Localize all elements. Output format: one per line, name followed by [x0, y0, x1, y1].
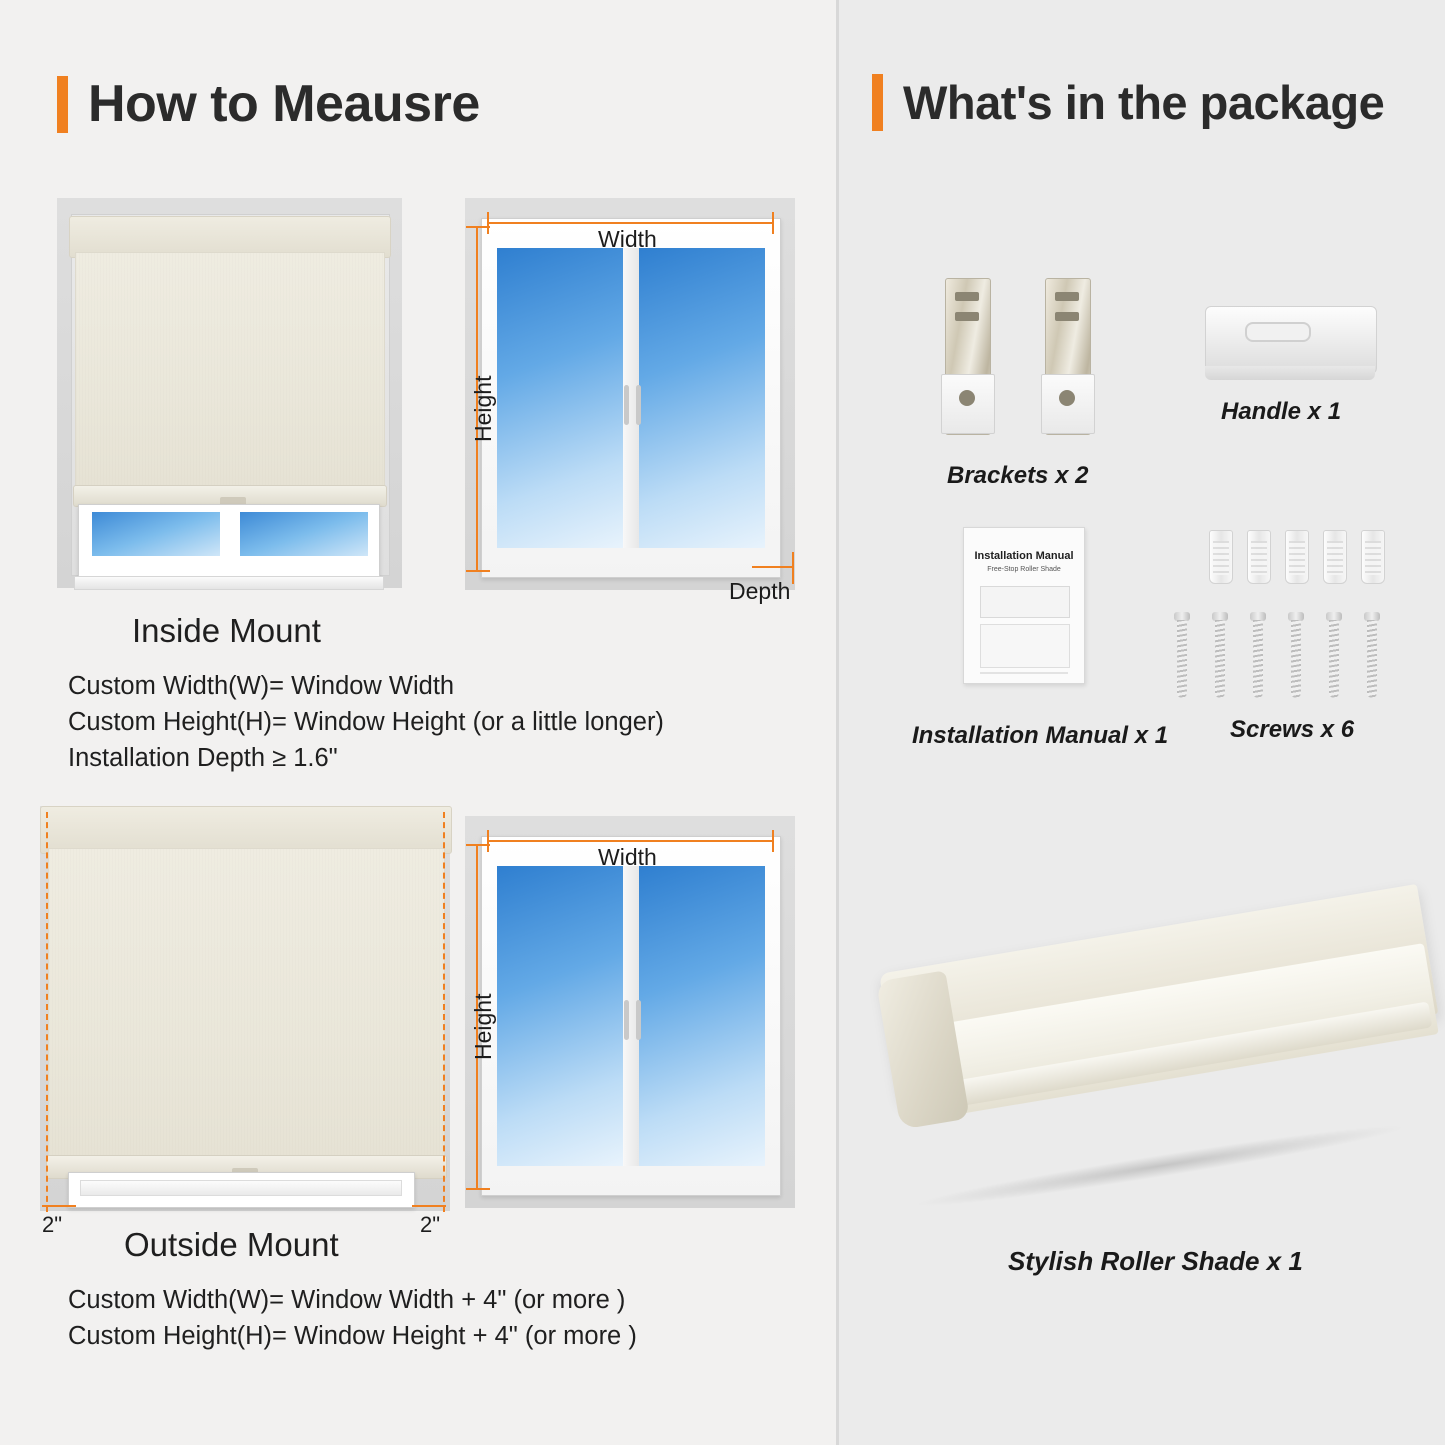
outside-overhang-left-label: 2" — [42, 1212, 63, 1237]
outside-measure-glass-left — [497, 866, 623, 1166]
outside-shade-headrail — [40, 806, 452, 854]
outside-width-line — [487, 840, 774, 842]
inside-spec-1: Custom Width(W)= Window Width — [68, 672, 455, 700]
left-heading-text: How to Meausre — [88, 75, 480, 133]
bracket-slot-2 — [955, 312, 979, 321]
window-handle-right-icon — [636, 385, 641, 425]
outside-window-handle-right-icon — [636, 1000, 641, 1040]
screw-shaft-4 — [1329, 620, 1339, 698]
wall-anchor-1 — [1209, 530, 1233, 584]
manual-illustration — [980, 624, 1070, 668]
inside-width-label: Width — [598, 226, 657, 252]
accent-bar-icon — [57, 76, 68, 133]
outside-overhang-dash-right — [443, 812, 445, 1212]
screw-6 — [1174, 612, 1190, 698]
bracket-item-2 — [1041, 278, 1093, 433]
screws-caption: Screws x 6 — [1230, 716, 1355, 743]
window-handle-left-icon — [624, 385, 629, 425]
wall-anchor-4 — [1323, 530, 1347, 584]
product-caption: Stylish Roller Shade x 1 — [1008, 1246, 1303, 1276]
screw-3 — [1288, 612, 1304, 698]
handle-base — [1205, 366, 1375, 380]
outside-measure-glass-right — [639, 866, 765, 1166]
outside-height-tick-top — [466, 844, 490, 846]
inside-window-sill — [74, 576, 384, 590]
inside-depth-line — [752, 566, 794, 568]
inside-mount-title: Inside Mount — [132, 612, 321, 649]
right-heading-text: What's in the package — [903, 76, 1385, 129]
screw-5 — [1364, 612, 1380, 698]
outside-height-label: Height — [470, 993, 496, 1060]
outside-height-tick-bottom — [466, 1188, 490, 1190]
wall-anchor-5 — [1361, 530, 1385, 584]
accent-bar-icon-2 — [872, 74, 883, 131]
wall-anchor-3 — [1285, 530, 1309, 584]
outside-spec-2: Custom Height(H)= Window Height + 4" (or more ) — [68, 1322, 637, 1350]
screw-shaft — [1215, 620, 1225, 698]
manual-text-line — [980, 672, 1068, 674]
right-panel-heading — [872, 74, 1384, 131]
outside-width-label: Width — [598, 844, 657, 870]
screw-shaft-3 — [1291, 620, 1301, 698]
inside-spec-2: Custom Height(H)= Window Height (or a little longer) — [68, 708, 664, 736]
screw-2 — [1250, 612, 1266, 698]
handle-caption: Handle x 1 — [1221, 398, 1342, 425]
inside-width-line — [487, 222, 774, 224]
brackets-caption: Brackets x 2 — [947, 462, 1089, 489]
inside-depth-tick — [792, 552, 794, 584]
inside-measure-glass-left — [497, 248, 623, 548]
outside-window-sill — [80, 1180, 402, 1196]
inside-window-glass-left — [92, 512, 220, 556]
manual-diagram-strip — [980, 586, 1070, 618]
inside-height-tick-top — [466, 226, 490, 228]
manual-caption: Installation Manual x 1 — [912, 722, 1169, 749]
screw-shaft-6 — [1177, 620, 1187, 698]
inside-height-tick-bottom — [466, 570, 490, 572]
roller-shade-product — [880, 855, 1440, 1255]
outside-mount-title: Outside Mount — [124, 1226, 339, 1263]
inside-measure-glass-right — [639, 248, 765, 548]
bracket-slot-3 — [1055, 292, 1079, 301]
outside-overhang-tick-right — [412, 1205, 446, 1207]
screw-shaft-2 — [1253, 620, 1263, 698]
outside-shade-fabric — [48, 848, 445, 1162]
installation-manual — [963, 527, 1085, 684]
left-panel-heading — [57, 74, 480, 134]
inside-window-glass-right — [240, 512, 368, 556]
panel-divider — [836, 0, 839, 1445]
handle-grip-slot — [1245, 322, 1311, 342]
bracket-item-1 — [941, 278, 993, 433]
bracket-screw-hole — [959, 390, 975, 406]
wall-anchor-2 — [1247, 530, 1271, 584]
outside-overhang-right-label: 2" — [420, 1212, 441, 1237]
inside-depth-label: Depth — [729, 578, 791, 604]
screw-4 — [1326, 612, 1342, 698]
inside-shade-fabric — [75, 252, 385, 489]
outside-overhang-dash-left — [46, 812, 48, 1212]
outside-overhang-tick-left — [42, 1205, 76, 1207]
outside-window-handle-left-icon — [624, 1000, 629, 1040]
bracket-slot-1 — [955, 292, 979, 301]
screw-1 — [1212, 612, 1228, 698]
manual-subtitle: Free-Stop Roller Shade — [987, 566, 1061, 573]
manual-title: Installation Manual — [974, 550, 1074, 562]
screw-shaft-5 — [1367, 620, 1377, 698]
bracket-slot-4 — [1055, 312, 1079, 321]
outside-spec-1: Custom Width(W)= Window Width + 4" (or more ) — [68, 1286, 626, 1314]
bracket-screw-hole-2 — [1059, 390, 1075, 406]
inside-spec-3: Installation Depth ≥ 1.6" — [68, 744, 338, 772]
product-shadow — [911, 1116, 1408, 1216]
inside-height-label: Height — [470, 375, 496, 442]
